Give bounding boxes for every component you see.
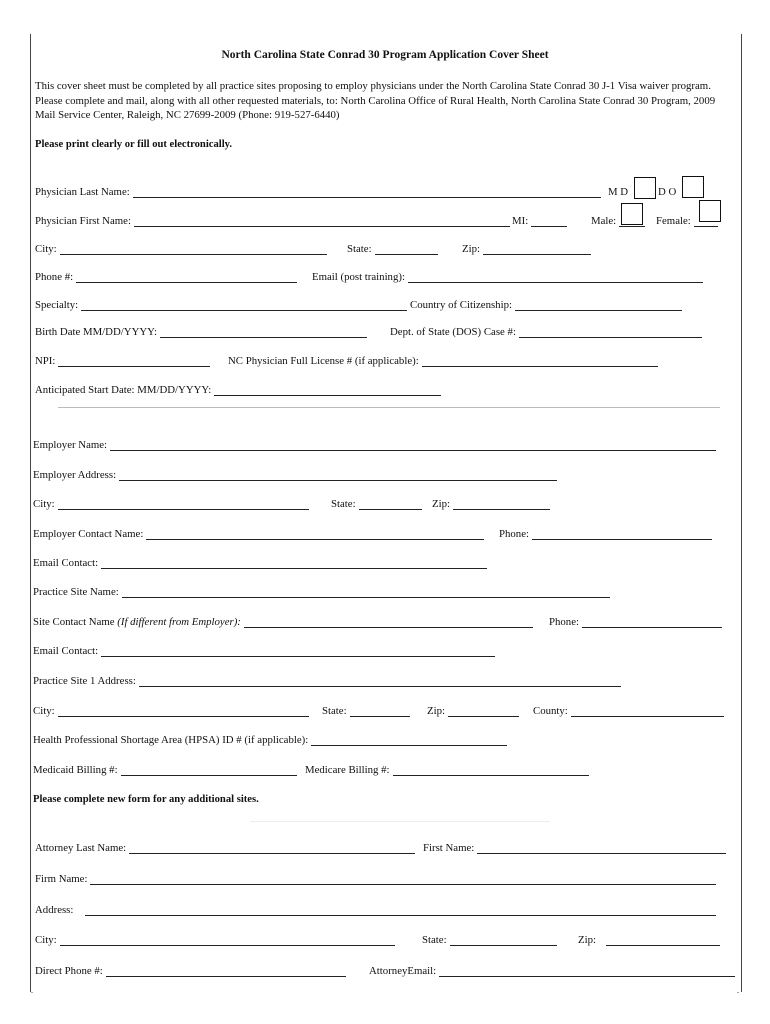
mi-label: MI:	[512, 215, 529, 227]
specialty-label: Specialty:	[35, 299, 79, 311]
employer-city-label: City:	[33, 498, 55, 510]
employer-zip-label: Zip:	[432, 498, 450, 510]
birth-date-field	[35, 326, 367, 338]
site-state-field	[322, 705, 410, 717]
site-contact-name-input[interactable]	[244, 616, 533, 628]
page-border-right	[741, 34, 742, 992]
male-label: Male:	[591, 215, 617, 227]
site-phone-label: Phone:	[549, 616, 579, 628]
site-contact-note: (If different from Employer):	[117, 616, 241, 628]
intro-paragraph: This cover sheet must be completed by all practice sites proposing to employ physicians under the North Carolina State Conrad 30 J-1 Visa waiver program. Please complete and mail, along with all other requested materials, to: North Carolina Office of Rural Health, North Carolina State Conrad 30 Program, 2009 Mail Service Center, Raleigh, NC 27699-2009 (Phone: 919-527-6440)	[35, 80, 716, 122]
physician-phone-input[interactable]	[76, 271, 297, 283]
attorney-state-field	[422, 934, 557, 946]
physician-first-name-input[interactable]	[134, 215, 510, 227]
dos-case-label: Dept. of State (DOS) Case #:	[390, 326, 516, 338]
attorney-last-name-input[interactable]	[129, 842, 415, 854]
physician-last-name-input[interactable]	[133, 186, 601, 198]
attorney-first-name-field	[423, 842, 726, 854]
site-city-field	[33, 705, 309, 717]
section-divider	[58, 407, 720, 408]
form-title: North Carolina State Conrad 30 Program Application Cover Sheet	[221, 49, 549, 61]
do-label: D O	[658, 186, 677, 198]
firm-name-input[interactable]	[90, 873, 716, 885]
employer-email-input[interactable]	[101, 557, 487, 569]
site-state-label: State:	[322, 705, 347, 717]
start-date-label: Anticipated Start Date: MM/DD/YYYY:	[35, 384, 212, 396]
employer-contact-name-label: Employer Contact Name:	[33, 528, 144, 540]
site-zip-field	[427, 705, 519, 717]
citizenship-input[interactable]	[515, 299, 682, 311]
attorney-zip-input[interactable]	[606, 934, 720, 946]
specialty-input[interactable]	[81, 299, 407, 311]
site-zip-input[interactable]	[448, 705, 519, 717]
physician-city-field	[35, 243, 327, 255]
practice-site-name-field	[33, 586, 610, 598]
employer-address-field	[33, 469, 557, 481]
medicare-input[interactable]	[393, 764, 589, 776]
additional-sites-note: Please complete new form for any additional sites.	[33, 794, 259, 805]
attorney-last-name-label: Attorney Last Name:	[35, 842, 127, 854]
birth-date-label: Birth Date MM/DD/YYYY:	[35, 326, 157, 338]
physician-email-label: Email (post training):	[312, 271, 405, 283]
female-checkbox[interactable]	[699, 200, 721, 222]
physician-zip-input[interactable]	[483, 243, 591, 255]
employer-zip-field	[432, 498, 550, 510]
site-phone-field	[549, 616, 722, 628]
corner-mark-left: .	[31, 986, 33, 995]
md-checkbox[interactable]	[634, 177, 656, 199]
attorney-zip-label: Zip:	[578, 934, 596, 946]
attorney-address-field	[35, 904, 716, 916]
site-city-label: City:	[33, 705, 55, 717]
md-label: M D	[608, 186, 629, 198]
site-email-input[interactable]	[101, 645, 495, 657]
license-label: NC Physician Full License # (if applicable):	[228, 355, 419, 367]
site-contact-name-label: Site Contact Name	[33, 616, 118, 628]
site-county-label: County:	[533, 705, 568, 717]
site-state-input[interactable]	[350, 705, 410, 717]
physician-state-input[interactable]	[375, 243, 438, 255]
start-date-input[interactable]	[214, 384, 441, 396]
license-input[interactable]	[422, 355, 658, 367]
attorney-first-name-input[interactable]	[477, 842, 726, 854]
employer-state-input[interactable]	[359, 498, 422, 510]
direct-phone-field	[35, 965, 346, 977]
physician-last-name-label: Physician Last Name:	[35, 186, 130, 198]
attorney-city-label: City:	[35, 934, 57, 946]
male-checkbox[interactable]	[621, 203, 643, 225]
site-county-input[interactable]	[571, 705, 724, 717]
employer-email-field	[33, 557, 487, 569]
faint-divider	[250, 821, 550, 822]
hpsa-input[interactable]	[311, 734, 507, 746]
site-phone-input[interactable]	[582, 616, 722, 628]
female-label: Female:	[656, 215, 691, 227]
medicaid-input[interactable]	[121, 764, 297, 776]
employer-city-input[interactable]	[58, 498, 309, 510]
physician-state-label: State:	[347, 243, 372, 255]
medicare-field	[305, 764, 589, 776]
employer-phone-field	[499, 528, 712, 540]
medicaid-label: Medicaid Billing #:	[33, 764, 118, 776]
hpsa-label: Health Professional Shortage Area (HPSA) ID # (if applicable):	[33, 734, 309, 746]
attorney-city-input[interactable]	[60, 934, 395, 946]
employer-address-label: Employer Address:	[33, 469, 117, 481]
do-checkbox[interactable]	[682, 176, 704, 198]
attorney-address-label: Address:	[35, 904, 74, 916]
citizenship-label: Country of Citizenship:	[410, 299, 512, 311]
direct-phone-label: Direct Phone #:	[35, 965, 103, 977]
hpsa-field	[33, 734, 507, 746]
attorney-email-field	[369, 965, 735, 977]
medicare-label: Medicare Billing #:	[305, 764, 390, 776]
site-city-input[interactable]	[58, 705, 309, 717]
physician-phone-field	[35, 271, 297, 283]
employer-city-field	[33, 498, 309, 510]
site-email-label: Email Contact:	[33, 645, 99, 657]
mi-field	[512, 215, 567, 227]
corner-mark-right: .	[737, 986, 739, 995]
medicaid-field	[33, 764, 297, 776]
employer-phone-input[interactable]	[532, 528, 712, 540]
attorney-city-field	[35, 934, 395, 946]
print-note: Please print clearly or fill out electronically.	[35, 139, 233, 150]
employer-name-field	[33, 439, 716, 451]
practice-site-address-input[interactable]	[139, 675, 621, 687]
license-field	[228, 355, 658, 367]
practice-site-address-field	[33, 675, 621, 687]
physician-email-input[interactable]	[408, 271, 703, 283]
employer-state-field	[331, 498, 422, 510]
physician-city-label: City:	[35, 243, 57, 255]
attorney-email-label: AttorneyEmail:	[369, 965, 437, 977]
firm-name-field	[35, 873, 716, 885]
practice-site-name-label: Practice Site Name:	[33, 586, 119, 598]
attorney-state-label: State:	[422, 934, 447, 946]
site-contact-name-field	[33, 616, 533, 628]
attorney-zip-field	[578, 934, 720, 946]
attorney-state-input[interactable]	[450, 934, 557, 946]
specialty-field	[35, 299, 407, 311]
physician-zip-label: Zip:	[462, 243, 480, 255]
employer-name-input[interactable]	[110, 439, 716, 451]
practice-site-address-label: Practice Site 1 Address:	[33, 675, 136, 687]
npi-input[interactable]	[58, 355, 210, 367]
site-zip-label: Zip:	[427, 705, 445, 717]
site-county-field	[533, 705, 724, 717]
physician-phone-label: Phone #:	[35, 271, 74, 283]
direct-phone-input[interactable]	[106, 965, 346, 977]
physician-first-name-field	[35, 215, 510, 227]
start-date-field	[35, 384, 441, 396]
employer-contact-name-field	[33, 528, 484, 540]
page-border-left	[30, 34, 31, 992]
employer-address-input[interactable]	[119, 469, 557, 481]
npi-field	[35, 355, 210, 367]
site-email-field	[33, 645, 495, 657]
attorney-email-input[interactable]	[439, 965, 735, 977]
firm-name-label: Firm Name:	[35, 873, 88, 885]
npi-label: NPI:	[35, 355, 56, 367]
physician-zip-field	[462, 243, 591, 255]
employer-phone-label: Phone:	[499, 528, 529, 540]
practice-site-name-input[interactable]	[122, 586, 610, 598]
physician-email-field	[312, 271, 703, 283]
attorney-address-input[interactable]	[85, 904, 716, 916]
physician-city-input[interactable]	[60, 243, 327, 255]
employer-name-label: Employer Name:	[33, 439, 108, 451]
mi-input[interactable]	[531, 215, 567, 227]
dos-case-field	[390, 326, 702, 338]
physician-last-name-field	[35, 186, 601, 198]
attorney-last-name-field	[35, 842, 415, 854]
employer-email-label: Email Contact:	[33, 557, 99, 569]
employer-zip-input[interactable]	[453, 498, 550, 510]
physician-first-name-label: Physician First Name:	[35, 215, 131, 227]
attorney-first-name-label: First Name:	[423, 842, 475, 854]
citizenship-field	[410, 299, 682, 311]
employer-contact-name-input[interactable]	[146, 528, 484, 540]
birth-date-input[interactable]	[160, 326, 367, 338]
dos-case-input[interactable]	[519, 326, 702, 338]
employer-state-label: State:	[331, 498, 356, 510]
physician-state-field	[347, 243, 438, 255]
